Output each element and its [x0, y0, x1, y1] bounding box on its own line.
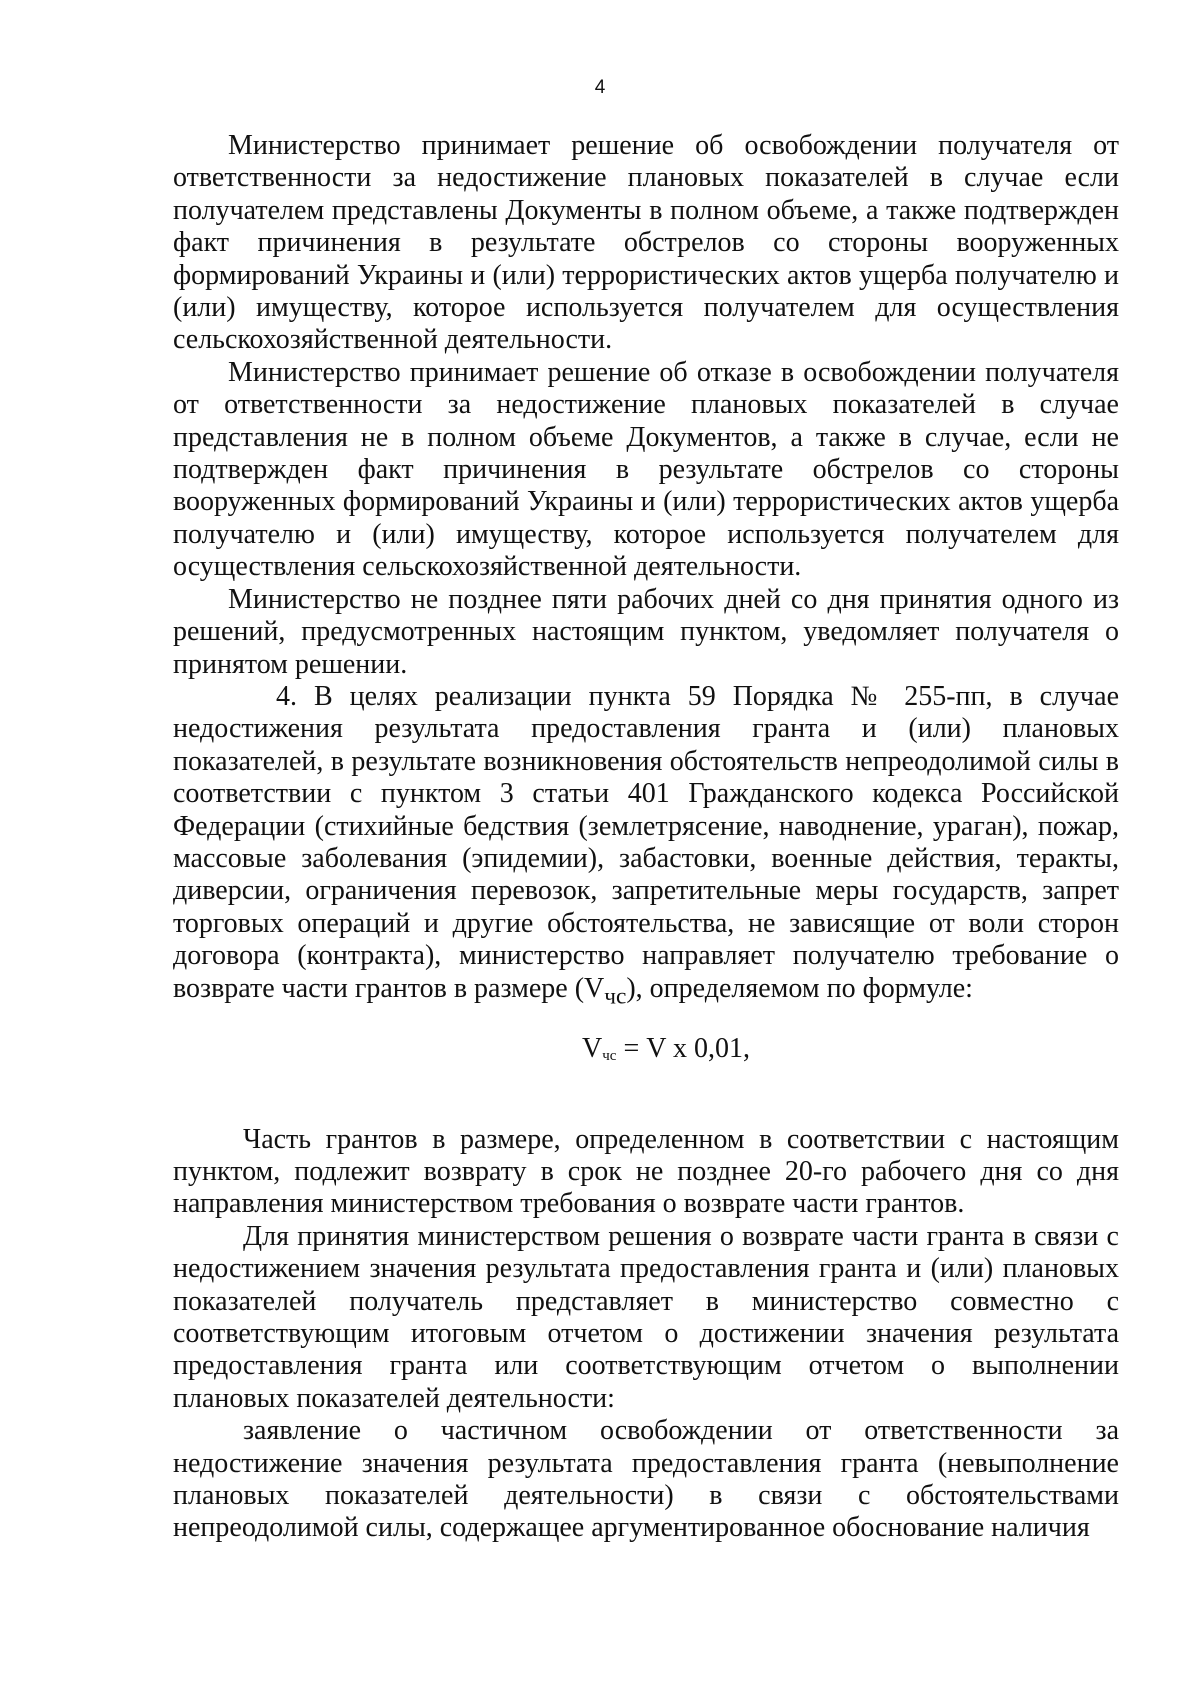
- item-4-text: 4. В целях реализации пункта 59 Порядка № 255-пп, в случае недостижения результата предоставления гранта и (или) плановых показателей, в результате возникновения обстоятельств непреодолимой силы в соответствии с пунктом 3 статьи 401 Гражданского кодекса Российской Федерации (стихийные бедствия (землетрясение, наводнение, ураган), пожар, массовые заболевания (эпидемии), забастовки, военные действия, теракты, диверсии, ограничения перевозок, запретительные меры государств, запрет торговых операций и другие обстоятельства, не зависящие от воли сторон договора (контракта), министерство направляет получателю требование о возврате части грантов в размере (V: [173, 680, 1119, 1004]
- formula-rhs: = V x 0,01,: [616, 1032, 750, 1064]
- item-4-text-end: ), определяемом по формуле:: [626, 972, 973, 1004]
- page-number: 4: [594, 77, 606, 98]
- item-4-subscript: чс: [604, 983, 627, 1010]
- paragraph-application: заявление о частичном освобождении от ответственности за недостижение значения результата предоставления гранта (невыполнение плановых показателей деятельности) в связи с обстоятельствами непреодолимой силы, содержащее аргументированное обоснование наличия: [173, 1415, 1119, 1544]
- paragraph-return-deadline: Часть грантов в размере, определенном в соответствии с настоящим пунктом, подлежит возврату в срок не позднее 20-го рабочего дня со дня направления министерством требования о возврате части грантов.: [173, 1123, 1119, 1220]
- formula-lhs: V: [582, 1032, 603, 1064]
- paragraph-refusal-decision: Министерство принимает решение об отказе в освобождении получателя от ответственности за недостижение плановых показателей в случае представления не в полном объеме Документов, а также в случае, если не подтвержден факт причинения в результате обстрелов со стороны вооруженных формирований Украины и (или) террористических актов ущерба получателю и (или) имуществу, которое используется получателем для осуществления сельскохозяйственной деятельности.: [173, 356, 1119, 583]
- document-body: [173, 130, 1119, 1545]
- paragraph-notification: Министерство не позднее пяти рабочих дней со дня принятия одного из решений, предусмотренных настоящим пунктом, уведомляет получателя о принятом решении.: [173, 583, 1119, 680]
- paragraph-exemption-decision: Министерство принимает решение об освобождении получателя от ответственности за недостижение плановых показателей в случае если получателем представлены Документы в полном объеме, а также подтвержден факт причинения в результате обстрелов со стороны вооруженных формирований Украины и (или) террористических актов ущерба получателю и (или) имуществу, которое используется получателем для осуществления сельскохозяйственной деятельности.: [173, 130, 1119, 356]
- formula-lhs-subscript: чс: [602, 1047, 617, 1064]
- formula: [173, 1021, 1119, 1084]
- paragraph-required-documents: Для принятия министерством решения о возврате части гранта в связи с недостижением значения результата предоставления гранта и (или) плановых показателей получатель представляет в министерство совместно с соответствующим итоговым отчетом о достижении значения результата предоставления гранта или соответствующим отчетом о выполнении плановых показателей деятельности:: [173, 1220, 1119, 1414]
- paragraph-item-4: [173, 681, 1119, 1013]
